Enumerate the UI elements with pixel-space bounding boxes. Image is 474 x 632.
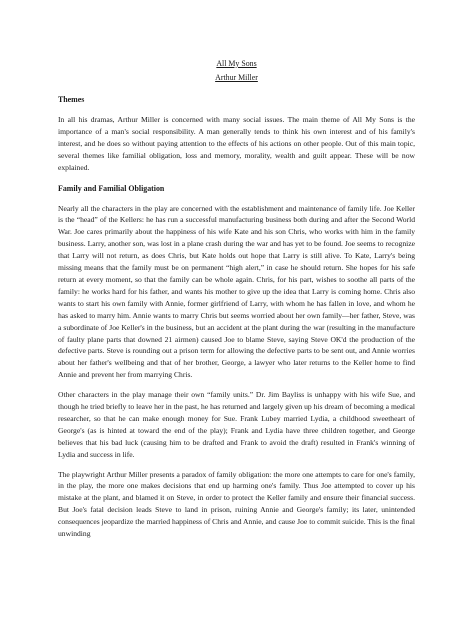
themes-heading: Themes [58,95,85,104]
document-body [58,58,415,540]
document-title: All My Sons [216,59,257,68]
family-paragraph-2: Other characters in the play manage their own “family units.” Dr. Jim Bayliss is unhappy with his wife Sue, and though he tried briefly to leave her in the past, he has returned and largely given up his dream of becoming a medical researcher, so that he can make enough money for Sue. Frank Lubey married Lydia, a childhood sweetheart of George's (as is hinted at toward the end of the play); Frank and Lydia have three children together, and George believes that his bad luck (causing him to be drafted and Frank to avoid the draft) resulted in Frank's winning of Lydia and success in life. [58,390,415,459]
family-paragraph-3: The playwright Arthur Miller presents a paradox of family obligation: the more one attempts to care for one's family, in the play, the more one makes decisions that end up harming one's family. Thus Joe attempted to cover up his mistake at the plant, and blamed it on Steve, in order to protect the Keller family and ensure their financial success. But Joe's fatal decision leads Steve to land in prison, ruining Annie and George's family; its later, unintended consequences jeopardize the married happiness of Chris and Annie, and cause Joe to commit suicide. This is the final unwinding [58,469,415,539]
family-paragraph-1: Nearly all the characters in the play are concerned with the establishment and maintenance of family life. Joe Keller is the “head” of the Kellers: he has run a successful manufacturing business both during and after the Second World War. Joe cares primarily about the happiness of his wife Kate and his son Chris, who works with him in the family business. Larry, another son, was lost in a plane crash during the war and has yet to be found. Joe seems to recognize that Larry will not return, as does Chris, but Kate holds out hope that Larry is still alive. To Kate, Larry's being missing means that the family must be on permanent “high alert,” in case he should return. She hopes for his safe return at every moment, so that the family can be whole again. Chris, for his part, wishes to soothe all parts of the family: he works hard for his father, and wants his mother to give up the idea that Larry is coming home. Chris also wants to start his own family with Annie, former girlfriend of Larry, with whom he has fallen in love, and whom he has asked to marry him. Annie wants to marry Chris but seems worried about her own family—her father, Steve, was a subordinate of Joe Keller's in the business, but an accident at the plant during the war (resulting in the manufacture of faulty plane parts that downed 21 airmen) caused Joe to blame Steve, saying Steve OK'd the production of the defective parts. Steve is rounding out a prison term for allowing the defective parts to be sent out, and Annie worries about her father's wellbeing and that of her brother, George, a lawyer who later returns to the Keller home to find Annie and prevent her from marrying Chris. [58,203,415,380]
family-obligation-heading: Family and Familial Obligation [58,183,165,193]
themes-paragraph: In all his dramas, Arthur Miller is concerned with many social issues. The main theme of All My Sons is the importance of a man's social responsibility. A man generally tends to think his own interest and of his family's interest, and he does so without paying attention to the effects of his actions on other people. Out of this main topic, several themes like familial obligation, loss and memory, morality, wealth and guilt appear. These will be now explained. [58,115,415,172]
document-author: Arthur Miller [215,73,258,82]
